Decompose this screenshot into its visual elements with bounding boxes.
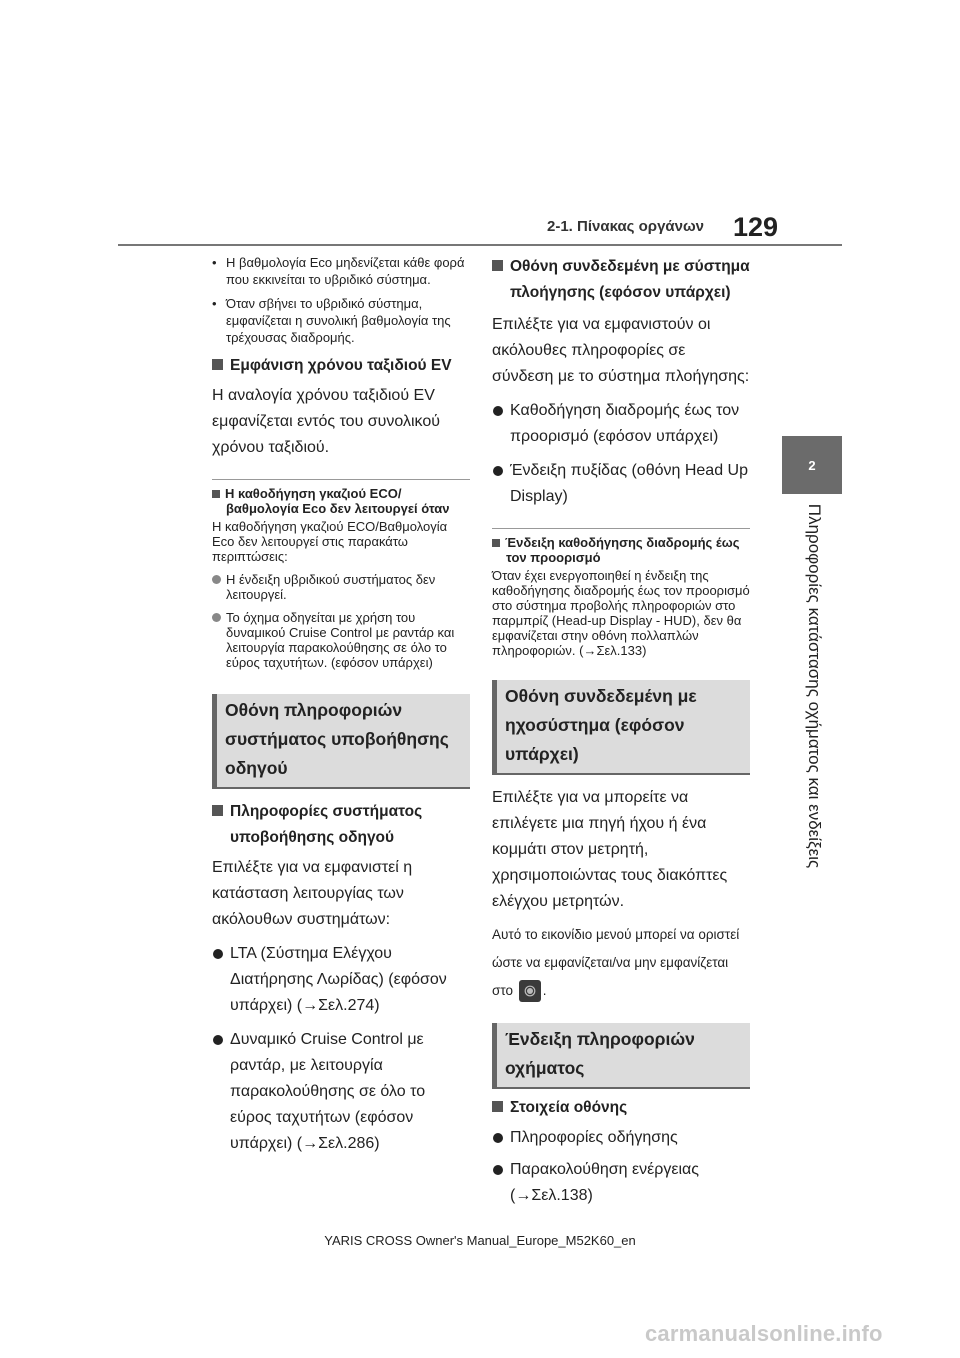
section-box-audio: Οθόνη συνδεδεμένη με ηχοσύστημα (εφόσον υπάρχει) [492, 680, 750, 775]
list-item: Πληροφορίες οδήγησης [492, 1125, 750, 1151]
section-box-vehicle-info: Ένδειξη πληροφοριών οχήματος [492, 1023, 750, 1089]
note-list-item: Η ένδειξη υβριδικού συστήματος δεν λειτουργεί. [212, 572, 470, 602]
note-heading: Η καθοδήγηση γκαζιού ECO/βαθμολογία Eco δεν λειτουργεί όταν [212, 486, 470, 516]
list-item: Δυναμικό Cruise Control με ραντάρ, με λειτουργία παρακολούθησης σε όλο το εύρος ταχυτήτων (εφόσον υπάρχει) (→Σελ.286) [212, 1027, 470, 1157]
ev-heading: Εμφάνιση χρόνου ταξιδιού EV [212, 353, 470, 379]
footer-text: YARIS CROSS Owner's Manual_Europe_M52K60_en [324, 1233, 636, 1248]
display-heading: Στοιχεία οθόνης [492, 1095, 750, 1121]
left-column [212, 254, 470, 1157]
audio-note [492, 921, 750, 1005]
chapter-title-text: Πληροφορίες κατάστασης οχήματος και ενδείξεις [805, 503, 824, 869]
header-divider [118, 244, 842, 246]
list-item: • Η βαθμολογία Eco μηδενίζεται κάθε φορά που εκκινείται το υβριδικό σύστημα. [212, 254, 470, 288]
note-list-item: Το όχημα οδηγείται με χρήση του δυναμικού Cruise Control με ραντάρ και λειτουργία παρακολούθησης σε όλο το εύρος ταχυτήτων. (εφόσον υπάρχει) [212, 610, 470, 670]
chapter-tab: 2 [782, 436, 842, 494]
right-column [492, 254, 750, 1209]
dsi-heading: Πληροφορίες συστήματος υποβοήθησης οδηγού [212, 799, 470, 851]
list-item: Καθοδήγηση διαδρομής έως τον προορισμό (εφόσον υπάρχει) [492, 398, 750, 450]
page-number: 129 [733, 212, 779, 242]
section-box-driver-support: Οθόνη πληροφοριών συστήματος υποβοήθησης οδηγού [212, 694, 470, 789]
note-body: Η καθοδήγηση γκαζιού ECO/Βαθμολογία Eco δεν λειτουργεί στις παρακάτω περιπτώσεις: [212, 519, 448, 564]
note-heading: Ένδειξη καθοδήγησης διαδρομής έως τον προορισμό [492, 535, 750, 565]
chapter-title-vertical [764, 503, 864, 869]
section-title: 2-1. Πίνακας οργάνων [547, 218, 704, 235]
list-item: Παρακολούθηση ενέργειας (→Σελ.138) [492, 1157, 750, 1209]
nav-body: Επιλέξτε για να εμφανιστούν οι ακόλουθες πληροφορίες σε σύνδεση με το σύστημα πλοήγησης: [492, 316, 750, 385]
dsi-body: Επιλέξτε για να εμφανιστεί η κατάσταση λειτουργίας των ακόλουθων συστημάτων: [212, 859, 413, 928]
watermark: carmanualsonline.info [645, 1321, 883, 1346]
note-divider [212, 479, 470, 480]
list-item: Ένδειξη πυξίδας (οθόνη Head Up Display) [492, 458, 750, 510]
nav-heading: Οθόνη συνδεδεμένη με σύστημα πλοήγησης (εφόσον υπάρχει) [492, 254, 750, 306]
ev-body: Η αναλογία χρόνου ταξιδιού EV εμφανίζεται εντός του συνολικού χρόνου ταξιδιού. [212, 387, 440, 456]
note-divider [492, 528, 750, 529]
audio-body: Επιλέξτε για να μπορείτε να επιλέγετε μια πηγή ήχου ή ένα κομμάτι στον μετρητή, χρησιμοποιώντας τους διακόπτες ελέγχου μετρητών. [492, 789, 728, 910]
audio-note-text: Αυτό το εικονίδιο μενού μπορεί να οριστεί ώστε να εμφανίζεται/να μην εμφανίζεται στο [492, 927, 740, 998]
note-body: Όταν έχει ενεργοποιηθεί η ένδειξη της καθοδήγησης διαδρομής έως τον προορισμό στο σύστημα προβολής πληροφοριών στο παρμπρίζ (Head-up Display - HUD), δεν θα εμφανίζεται στην οθόνη πολλαπλών πληροφοριών. (→Σελ.133) [492, 568, 750, 658]
audio-note-end: . [542, 983, 547, 998]
list-item: • Όταν σβήνει το υβριδικό σύστημα, εμφανίζεται η συνολική βαθμολογία της τρέχουσας διαδρομής. [212, 295, 470, 346]
list-item: LTA (Σύστημα Ελέγχου Διατήρησης Λωρίδας) (εφόσον υπάρχει) (→Σελ.274) [212, 941, 470, 1019]
settings-gear-icon [519, 980, 541, 1002]
